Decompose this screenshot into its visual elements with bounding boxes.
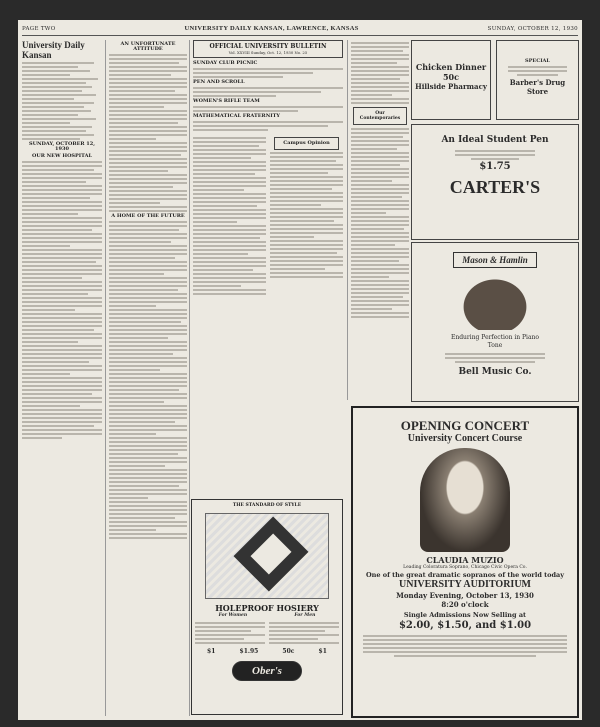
hosiery-women-label: For Women <box>218 612 248 618</box>
bulletin-title: OFFICIAL UNIVERSITY BULLETIN <box>209 43 327 50</box>
column-2 <box>109 40 187 716</box>
chicken-dinner-price: 50c <box>442 72 459 82</box>
editorial-text-3 <box>109 221 187 539</box>
concert-tagline: One of the great dramatic sopranos of the world today <box>365 571 565 579</box>
hosiery-ad <box>191 499 343 715</box>
hosiery-price: $1.95 <box>239 648 259 655</box>
bulletin-text <box>193 106 343 112</box>
hosiery-ad-name: HOLEPROOF HOSIERY <box>215 602 319 613</box>
hosiery-men-text <box>269 620 339 646</box>
column-rule <box>347 40 348 400</box>
bulletin-text <box>193 121 343 131</box>
mason-hamlin-ad <box>411 242 579 402</box>
editorial-headline-2: AN UNFORTUNATE ATTITUDE <box>120 41 176 52</box>
concert-venue: UNIVERSITY AUDITORIUM <box>399 579 531 590</box>
hosiery-audiences <box>195 613 339 619</box>
contemporaries-box <box>353 107 407 125</box>
chicken-dinner-ad <box>411 40 491 120</box>
contemporaries-title: Our Contemporaries <box>359 111 401 121</box>
student-pen-ad <box>411 124 579 240</box>
campus-opinion-title: Campus Opinion <box>283 140 330 146</box>
column-1 <box>22 40 102 716</box>
hosiery-men-label: For Men <box>294 612 316 618</box>
singer-description: Leading Coloratura Soprano, Chicago Civic Opera Co. <box>403 565 527 570</box>
barber-ad-special: SPECIAL <box>525 58 550 64</box>
chicken-dinner-store: Hillside Pharmacy <box>415 82 487 91</box>
concert-fine-print <box>363 635 567 657</box>
contemporaries-text <box>351 128 409 318</box>
piano-illustration <box>455 272 535 330</box>
editorial-headline-1: OUR NEW HOSPITAL <box>32 153 92 159</box>
page-header <box>22 22 578 36</box>
bulletin-column <box>193 40 343 490</box>
bulletin-item: PEN AND SCROLL <box>193 79 245 85</box>
column-rule <box>105 40 106 716</box>
editorial-text-1 <box>22 161 102 439</box>
bulletin-text <box>193 87 343 97</box>
singer-portrait <box>420 448 510 552</box>
mason-ad-tagline: Enduring Perfection in Piano Tone <box>450 334 540 349</box>
campus-opinion-box <box>274 137 339 150</box>
chicken-dinner-line: Chicken Dinner <box>415 62 487 72</box>
bulletin-item: SUNDAY CLUB PICNIC <box>193 60 258 66</box>
mason-ad-brand: Mason & Hamlin <box>453 252 537 268</box>
issue-date: SUNDAY, OCTOBER 12, 1930 <box>487 25 578 32</box>
mason-ad-store: Bell Music Co. <box>458 367 532 377</box>
masthead-date: SUNDAY, OCTOBER 12, 1930 <box>29 141 95 152</box>
pen-ad-text <box>455 150 535 160</box>
barber-ad-text <box>508 66 567 76</box>
masthead-title: University Daily Kansan <box>22 40 85 60</box>
bulletin-item: WOMEN'S RIFLE TEAM <box>193 98 260 104</box>
obers-logo: Ober's <box>232 661 302 681</box>
concert-time: 8:20 o'clock <box>441 600 489 609</box>
bulletin-box <box>193 40 343 58</box>
hosiery-price: $1 <box>318 648 327 655</box>
editorial-text-2 <box>109 54 187 212</box>
page-number: PAGE TWO <box>22 25 56 32</box>
opinion-text <box>270 152 343 278</box>
bulletin-item: MATHEMATICAL FRATERNITY <box>193 113 280 119</box>
newspaper-name: UNIVERSITY DAILY KANSAN, LAWRENCE, KANSAS <box>184 25 359 32</box>
newspaper-page <box>18 20 582 720</box>
concert-admission: Single Admissions Now Selling at <box>403 611 527 619</box>
pen-ad-price: $1.75 <box>479 161 511 172</box>
bulletin-text <box>193 68 343 78</box>
singer-name: CLAUDIA MUZIO <box>426 555 504 565</box>
news-text <box>193 135 266 297</box>
contemporaries-column <box>351 40 409 400</box>
mason-ad-text <box>445 353 545 363</box>
hosiery-text <box>195 620 339 646</box>
editorial-headline-3: A HOME OF THE FUTURE <box>111 213 185 219</box>
barber-drug-ad <box>496 40 579 120</box>
opinion-column <box>270 135 343 297</box>
column-rule <box>189 40 190 716</box>
concert-date: Monday Evening, October 13, 1930 <box>396 591 534 600</box>
hosiery-women-text <box>195 620 265 646</box>
concert-prices: $2.00, $1.50, and $1.00 <box>398 620 532 631</box>
bulletin-meta: Vol. XXVIII Sunday, Oct. 12, 1930 No. 25 <box>228 50 308 55</box>
hosiery-ad-top: THE STANDARD OF STYLE <box>232 503 302 508</box>
hosiery-price: 50c <box>282 648 295 655</box>
pen-ad-title: An Ideal Student Pen <box>441 135 549 145</box>
hosiery-prices <box>195 649 339 655</box>
hosiery-illustration <box>205 513 329 599</box>
barber-ad-store: Barber's Drug Store <box>509 78 566 96</box>
lower-columns <box>193 135 343 297</box>
concert-ad <box>351 406 579 718</box>
concert-subtitle: University Concert Course <box>407 433 523 444</box>
pen-ad-store: CARTER'S <box>449 176 541 197</box>
hosiery-price: $1 <box>207 648 216 655</box>
concert-title: OPENING CONCERT <box>400 418 530 433</box>
news-text <box>351 42 409 104</box>
masthead-details <box>22 62 102 140</box>
